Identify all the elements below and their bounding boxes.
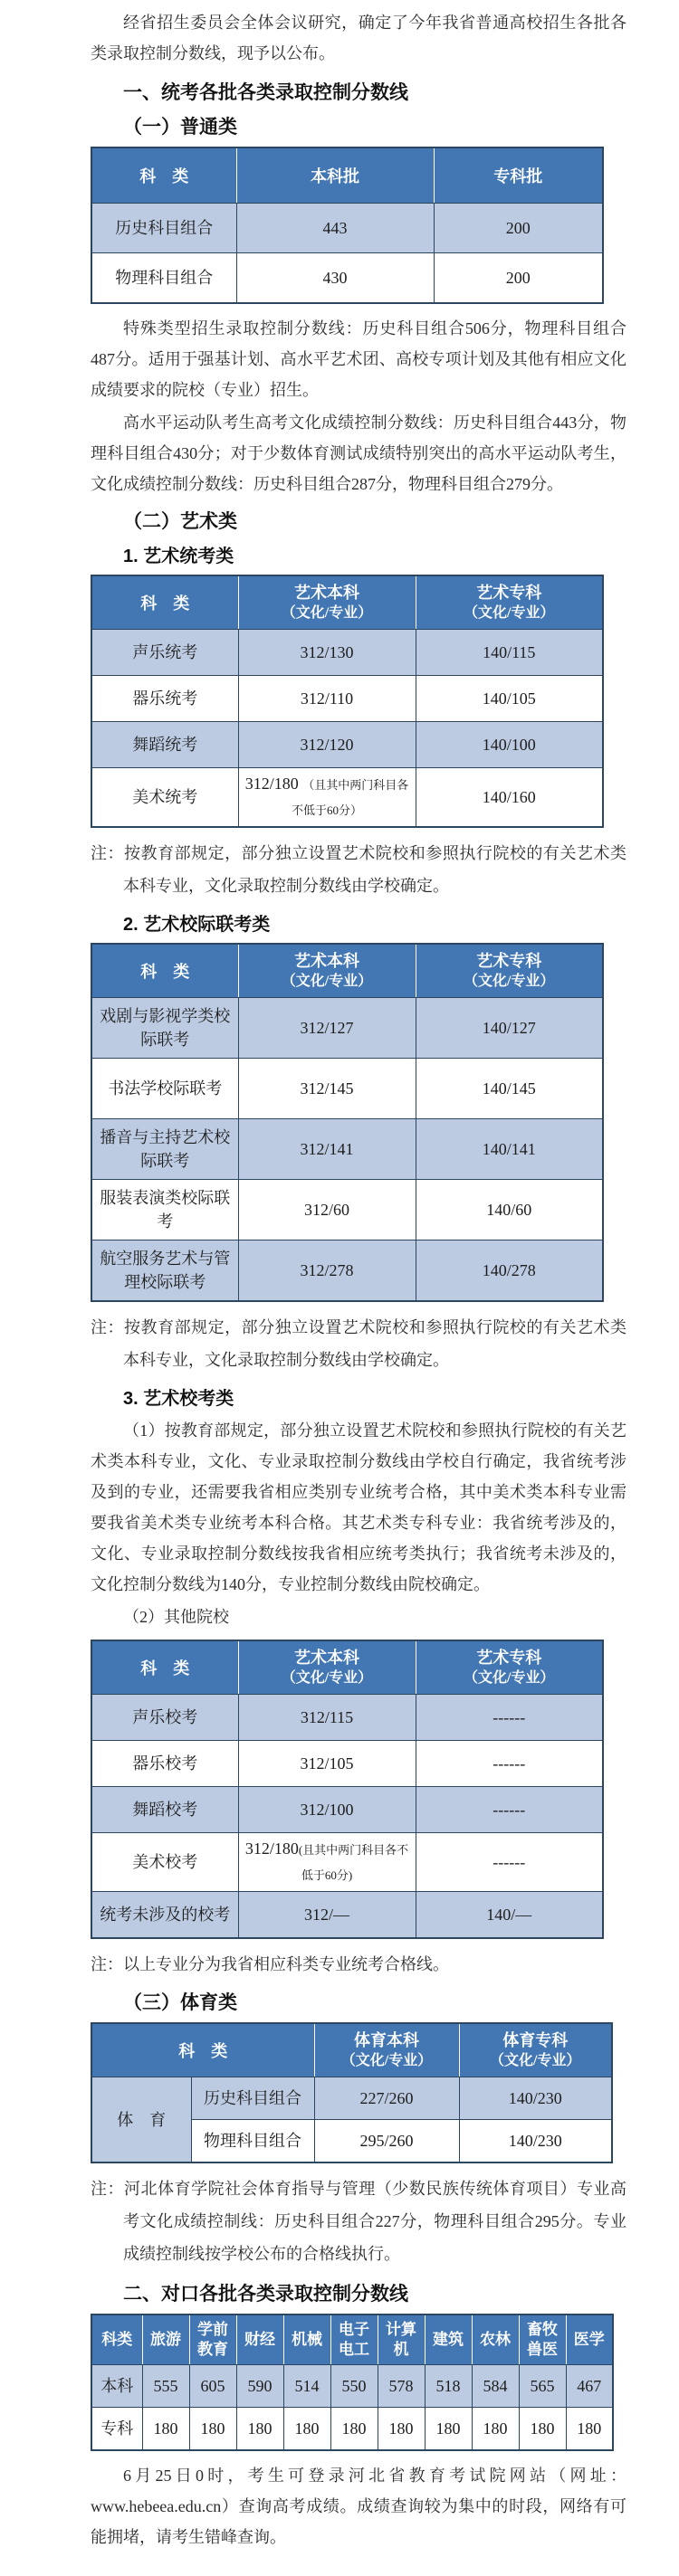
header-cell-category: 科类	[91, 2315, 142, 2365]
score-cell: 140/100	[416, 722, 603, 768]
score-cell: 140/141	[416, 1119, 603, 1180]
score-cell: 140/60	[416, 1180, 603, 1240]
row-label: 历史科目组合	[191, 2077, 314, 2120]
score-cell: 578	[378, 2365, 425, 2408]
header-cell-sports-benke	[314, 2023, 459, 2077]
sports-note: 注：河北体育学院社会体育指导与管理（少数民族传统体育项目）专业高考文化成绩控制线：历史科目组合227分，物理科目组合295分。专业成绩控制线按学校公布的合格线执行。	[91, 2180, 626, 2263]
score-value: 312/180	[244, 775, 299, 793]
table-row	[91, 630, 603, 676]
table-header-row	[91, 2315, 613, 2365]
score-cell: 140/105	[416, 676, 603, 722]
header-cell-major: 财经	[236, 2315, 283, 2365]
art-tongkao-title: 1. 艺术统考类	[123, 547, 234, 566]
score-cell: 312/120	[238, 722, 416, 768]
table-header-row	[91, 1640, 603, 1695]
table-row	[91, 253, 603, 304]
header-line: 体育专科	[502, 2031, 569, 2049]
score-cell: 555	[142, 2365, 189, 2408]
row-label: 本科	[91, 2365, 142, 2408]
header-cell-benke: 本科批	[236, 147, 434, 204]
score-cell: ------	[416, 1833, 603, 1892]
section-unified-title: 一、统考各批各类录取控制分数线	[123, 82, 408, 103]
score-cell: 312/60	[238, 1180, 416, 1240]
header-cell-major: 医学	[566, 2315, 613, 2365]
header-line: （文化/专业）	[340, 2053, 433, 2068]
header-cell-art-benke	[238, 944, 416, 998]
score-cell: 180	[425, 2408, 472, 2451]
art-xiaokao-title: 3. 艺术校考类	[123, 1389, 234, 1409]
outro-paragraph: 6月25日0时，考生可登录河北省教育考试院网站（网址：www.hebeea.edu.cn）查询高考成绩。成绩查询较为集中的时段，网络有可能拥堵，请考生错峰查询。	[91, 2467, 626, 2546]
row-label: 服装表演类校际联考	[91, 1180, 238, 1240]
header-line: （文化/专业）	[464, 1670, 555, 1686]
table-header-row	[91, 944, 603, 998]
header-cell-major: 旅游	[142, 2315, 189, 2365]
score-cell: 140/115	[416, 630, 603, 676]
table-row	[91, 1787, 603, 1833]
header-cell-art-benke	[238, 1640, 416, 1695]
score-cell: 312/115	[238, 1695, 416, 1741]
score-cell: 565	[519, 2365, 566, 2408]
header-cell-major: 学前教育	[189, 2315, 236, 2365]
score-cell: 180	[566, 2408, 613, 2451]
header-cell-art-zhuanke	[416, 575, 603, 630]
art-tongkao-table	[91, 575, 604, 828]
header-cell-art-zhuanke	[416, 944, 603, 998]
sports-team-paragraph: 高水平运动队考生高考文化成绩控制分数线：历史科目组合443分，物理科目组合430分；对于少数体育测试成绩特别突出的高水平运动队考生，文化成绩控制分数线：历史科目组合287分，物理科目组合279分。	[91, 413, 626, 493]
score-cell	[238, 768, 416, 828]
subsection-general-title: （一）普通类	[123, 117, 237, 138]
score-cell: ------	[416, 1741, 603, 1787]
header-cell-major: 计算机	[378, 2315, 425, 2365]
score-cell: 312/278	[238, 1240, 416, 1302]
score-condition-note: （且其中两门科目各不低于60分）	[291, 778, 409, 817]
table-row	[91, 676, 603, 722]
table-row	[91, 1180, 603, 1240]
row-label: 航空服务艺术与管理校际联考	[91, 1240, 238, 1302]
row-label: 书法学校际联考	[91, 1059, 238, 1119]
score-cell: 200	[434, 204, 603, 253]
table-header-row	[91, 2023, 612, 2077]
table-row	[91, 2365, 613, 2408]
header-cell-major: 农林	[472, 2315, 519, 2365]
header-line: 艺术专科	[476, 584, 542, 602]
score-cell: 550	[330, 2365, 378, 2408]
score-cell: 180	[142, 2408, 189, 2451]
row-label: 舞蹈统考	[91, 722, 238, 768]
score-condition-note: (且其中两门科目各不低于60分)	[298, 1843, 409, 1882]
row-label: 统考未涉及的校考	[91, 1892, 238, 1939]
header-cell-major: 电子电工	[330, 2315, 378, 2365]
intro-paragraph: 经省招生委员会全体会议研究，确定了今年我省普通高校招生各批各类录取控制分数线，现予以公布。	[91, 14, 626, 62]
score-cell: 443	[236, 204, 434, 253]
score-cell: ------	[416, 1695, 603, 1741]
score-cell: 518	[425, 2365, 472, 2408]
row-label: 物理科目组合	[91, 253, 236, 304]
table-row	[91, 998, 603, 1059]
header-cell-art-benke	[238, 575, 416, 630]
row-label: 舞蹈校考	[91, 1787, 238, 1833]
score-cell: 467	[566, 2365, 613, 2408]
header-line: 艺术本科	[294, 584, 359, 602]
score-cell: 180	[519, 2408, 566, 2451]
table-header-row	[91, 575, 603, 630]
score-value: 312/180	[244, 1839, 299, 1858]
score-cell: 312/141	[238, 1119, 416, 1180]
header-line: 艺术专科	[476, 1649, 542, 1667]
score-cell	[238, 1833, 416, 1892]
score-cell: 312/110	[238, 676, 416, 722]
score-cell: 140/278	[416, 1240, 603, 1302]
score-cell: 180	[472, 2408, 519, 2451]
section-duikou-title: 二、对口各批各类录取控制分数线	[123, 2284, 408, 2305]
score-cell: 140/145	[416, 1059, 603, 1119]
score-cell: 312/145	[238, 1059, 416, 1119]
score-cell: 140/127	[416, 998, 603, 1059]
subsection-art-title: （二）艺术类	[123, 511, 237, 532]
score-cell: 180	[283, 2408, 330, 2451]
row-label: 美术校考	[91, 1833, 238, 1892]
table-header-row	[91, 147, 603, 204]
header-cell-category: 科 类	[91, 575, 238, 630]
row-label: 历史科目组合	[91, 204, 236, 253]
header-line: （文化/专业）	[464, 974, 555, 989]
art-xiaokao-table	[91, 1640, 604, 1939]
group-label-sports: 体 育	[91, 2077, 191, 2163]
table-row	[91, 204, 603, 253]
score-cell: 295/260	[314, 2120, 459, 2163]
table-row	[91, 1892, 603, 1939]
score-cell: 514	[283, 2365, 330, 2408]
score-cell: 227/260	[314, 2077, 459, 2120]
score-cell: 140/—	[416, 1892, 603, 1939]
special-type-paragraph: 特殊类型招生录取控制分数线：历史科目组合506分，物理科目组合487分。适用于强基计划、高水平艺术团、高校专项计划及其他有相应文化成绩要求的院校（专业）招生。	[91, 319, 626, 399]
row-label: 播音与主持艺术校际联考	[91, 1119, 238, 1180]
row-label: 戏剧与影视学类校际联考	[91, 998, 238, 1059]
header-line: 艺术本科	[294, 1649, 359, 1667]
sports-scores-table	[91, 2022, 613, 2163]
table-row	[91, 1741, 603, 1787]
table-row	[91, 1695, 603, 1741]
header-line: （文化/专业）	[464, 605, 555, 621]
art-xiaokao-other-schools-subtitle: （2）其他院校	[123, 1608, 229, 1626]
score-cell: 312/130	[238, 630, 416, 676]
score-cell: 590	[236, 2365, 283, 2408]
row-label: 器乐统考	[91, 676, 238, 722]
header-cell-sports-zhuanke	[459, 2023, 612, 2077]
table-row	[91, 1833, 603, 1892]
art-liankao-title: 2. 艺术校际联考类	[123, 915, 271, 935]
art-liankao-table	[91, 943, 604, 1302]
header-line: （文化/专业）	[490, 2053, 581, 2068]
score-cell: 584	[472, 2365, 519, 2408]
score-cell: 312/127	[238, 998, 416, 1059]
score-cell: 180	[189, 2408, 236, 2451]
table-row	[91, 722, 603, 768]
score-cell: 180	[378, 2408, 425, 2451]
row-label: 物理科目组合	[191, 2120, 314, 2163]
subsection-sports-title: （三）体育类	[123, 1992, 237, 2013]
row-label: 声乐校考	[91, 1695, 238, 1741]
score-cell: 312/—	[238, 1892, 416, 1939]
header-cell-category: 科 类	[91, 147, 236, 204]
header-cell-major: 畜牧兽医	[519, 2315, 566, 2365]
score-cell: 180	[236, 2408, 283, 2451]
art-xiaokao-note: 注：以上专业分为我省相应科类专业统考合格线。	[91, 1955, 449, 1973]
table-row	[91, 1059, 603, 1119]
header-cell-zhuanke: 专科批	[434, 147, 603, 204]
row-label: 专科	[91, 2408, 142, 2451]
score-cell: 312/105	[238, 1741, 416, 1787]
header-line: 体育本科	[354, 2031, 419, 2049]
header-line: （文化/专业）	[281, 605, 373, 621]
score-cell: 140/230	[459, 2077, 612, 2120]
art-liankao-note: 注：按教育部规定，部分独立设置艺术院校和参照执行院校的有关艺术类本科专业，文化录取控制分数线由学校确定。	[91, 1318, 626, 1369]
score-cell: 200	[434, 253, 603, 304]
header-cell-major: 建筑	[425, 2315, 472, 2365]
header-cell-category: 科 类	[91, 1640, 238, 1695]
art-tongkao-note: 注：按教育部规定，部分独立设置艺术院校和参照执行院校的有关艺术类本科专业，文化录取控制分数线由学校确定。	[91, 844, 626, 895]
table-row	[91, 2077, 612, 2120]
table-row	[91, 1119, 603, 1180]
score-cell: 430	[236, 253, 434, 304]
row-label: 器乐校考	[91, 1741, 238, 1787]
header-cell-category: 科 类	[91, 944, 238, 998]
score-cell: ------	[416, 1787, 603, 1833]
header-line: （文化/专业）	[281, 1670, 373, 1686]
score-cell: 180	[330, 2408, 378, 2451]
row-label: 声乐统考	[91, 630, 238, 676]
header-line: 艺术本科	[294, 952, 359, 970]
duikou-scores-table	[91, 2314, 614, 2451]
score-cell: 140/230	[459, 2120, 612, 2163]
score-cell: 605	[189, 2365, 236, 2408]
header-cell-category: 科 类	[91, 2023, 314, 2077]
row-label: 美术统考	[91, 768, 238, 828]
score-cell: 312/100	[238, 1787, 416, 1833]
score-cell: 140/160	[416, 768, 603, 828]
table-row	[91, 2408, 613, 2451]
table-row	[91, 1240, 603, 1302]
general-scores-table	[91, 147, 604, 304]
table-row	[91, 768, 603, 828]
header-cell-art-zhuanke	[416, 1640, 603, 1695]
header-line: 艺术专科	[476, 952, 542, 970]
header-line: （文化/专业）	[281, 974, 373, 989]
art-xiaokao-paragraph: （1）按教育部规定，部分独立设置艺术院校和参照执行院校的有关艺术类本科专业，文化、专业录取控制分数线由学校自行确定，我省统考涉及到的专业，还需要我省相应类别专业统考合格，其中美术类本科专业需要我省美术类专业统考本科合格。其艺术类专科专业：我省统考涉及的，文化、专业录取控制分数线按我省相应统考类执行；我省统考未涉及的，文化控制分数线为140分，专业控制分数线由院校确定。	[91, 1421, 626, 1593]
header-cell-major: 机械	[283, 2315, 330, 2365]
